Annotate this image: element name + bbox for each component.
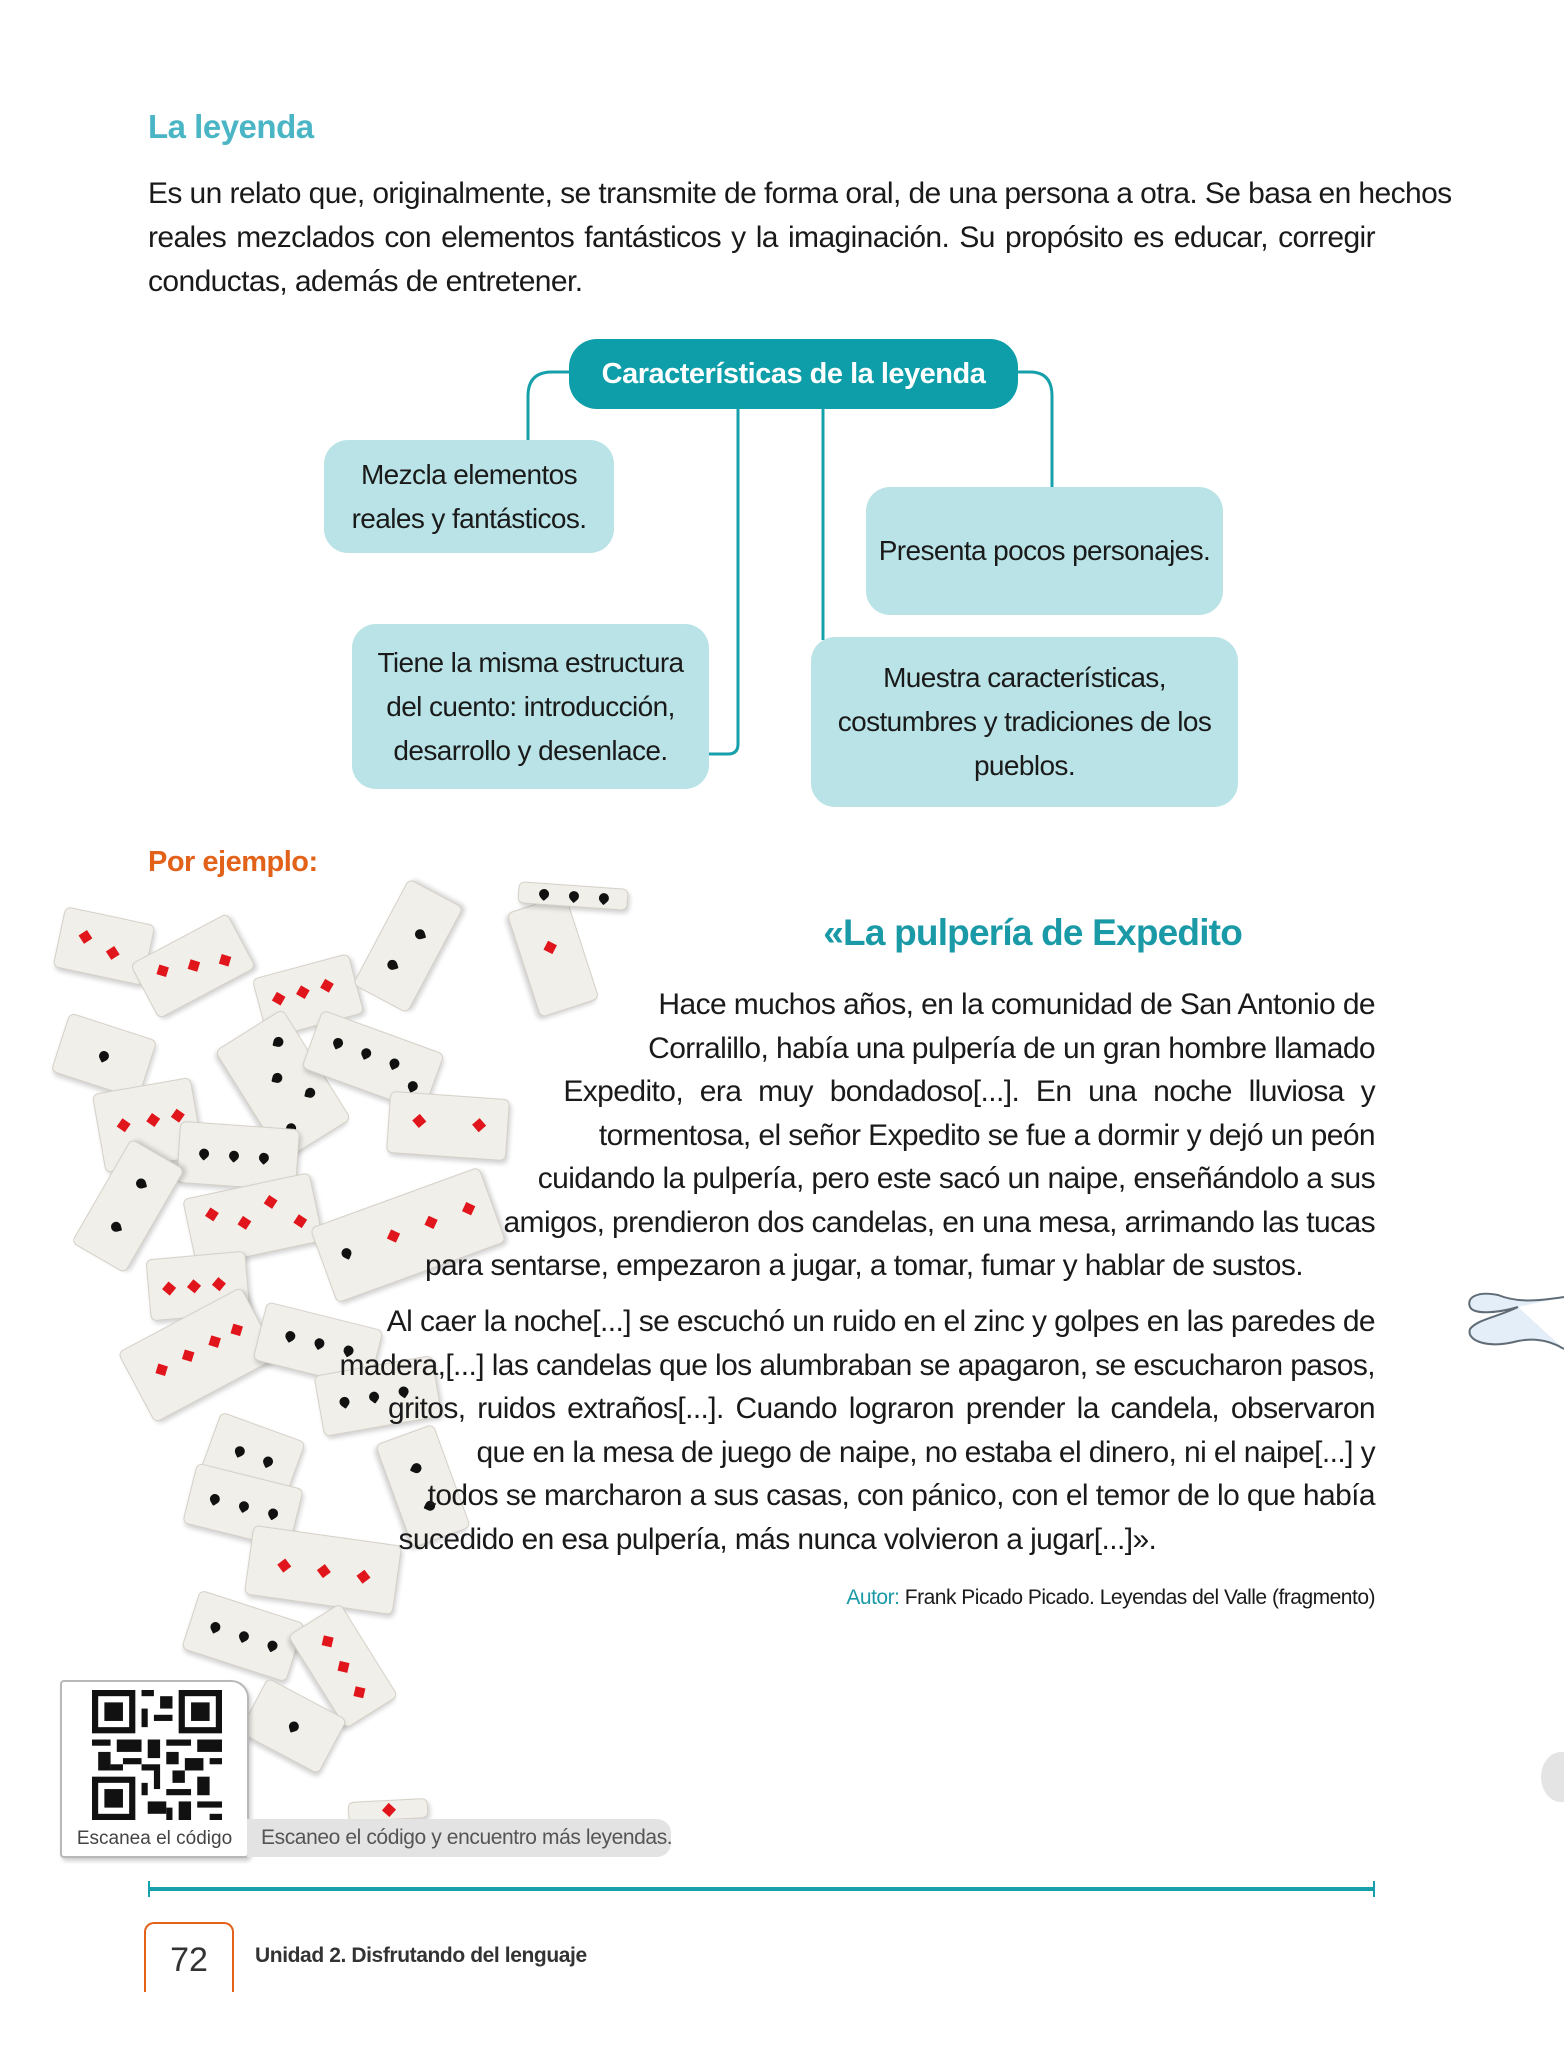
page-number: 72 [144,1922,234,1992]
intro-line: reales mezclados con elementos fantásticos y la imaginación. Su propósito es educar, corregir [148,221,1375,254]
story-line: todos se marcharon a sus casas, con pánico, con el temor de lo que había [427,1479,1375,1512]
story-line: sucedido en esa pulpería, más nunca volvieron a jugar[...]». [398,1522,1157,1556]
intro-line: conductas, además de entretener. [148,265,583,298]
story-line: Hace muchos años, en la comunidad de San Antonio de [658,988,1375,1021]
author-credit [846,1586,1375,1610]
diagram-connectors [0,0,1564,900]
diagram-box-costumbres [811,637,1238,807]
box-line: Presenta pocos personajes. [878,535,1211,566]
example-label: Por ejemplo: [148,846,318,878]
diagram-title: Características de la leyenda [569,339,1018,409]
story-line: que en la mesa de juego de naipe, no estaba el dinero, ni el naipe[...] y [476,1435,1375,1469]
hand-illustration-icon [1458,1283,1564,1363]
section-heading: La leyenda [148,108,314,145]
card-image [181,1590,305,1683]
intro-line: Es un relato que, originalmente, se transmite de forma oral, de una persona a otra. Se basa en hechos [148,177,1452,210]
diagram-box-estructura [352,624,709,789]
box-line: desarrollo y desenlace. [393,734,668,766]
box-line: Mezcla elementos [360,458,578,490]
diagram-box-personajes [866,487,1223,615]
connector-right [1018,372,1052,487]
card-image [71,1139,185,1274]
box-line: pueblos. [973,750,1076,781]
box-line: Muestra características, [883,662,1166,693]
connector-center-left [709,409,738,754]
story-title: «La pulpería de Expedito [823,912,1242,953]
story-line: gritos, ruidos extraños[...]. Cuando lograron prender la candela, observaron [388,1392,1375,1425]
box-line: Tiene la misma estructura [377,646,684,678]
box-line: costumbres y tradiciones de los [837,706,1212,737]
story-line: amigos, prendieron dos candelas, en una mesa, arrimando las tucas [503,1205,1375,1239]
author-text: Frank Picado Picado. Leyendas del Valle (fragmento) [899,1586,1375,1609]
story-line: cuidando la pulpería, pero este sacó un naipe, enseñándolo a sus [537,1162,1375,1195]
author-label: Autor: [846,1586,900,1609]
story-paragraph-2 [339,1300,1375,1561]
qr-code-box[interactable] [60,1680,249,1858]
unit-title: Unidad 2. Disfrutando del lenguaje [255,1944,587,1967]
story-line: Corralillo, había una pulpería de un gran hombre llamado [648,1031,1375,1065]
story-line: Al caer la noche[...] se escuchó un ruido en el zinc y golpes en las paredes de [386,1305,1375,1338]
story-line: para sentarse, empezaron a jugar, a tomar, fumar y hablar de sustos. [424,1249,1303,1282]
footer-divider [148,1887,1375,1891]
story-line: Expedito, era muy bondadoso[...]. En una noche lluviosa y [563,1075,1375,1108]
qr-code-icon[interactable] [92,1690,222,1820]
connector-left [528,372,569,440]
qr-caption: Escaneo el código y encuentro más leyendas. [247,1819,671,1857]
story-paragraph-1 [425,983,1375,1288]
qr-label: Escanea el código [76,1828,233,1849]
decorative-blob [1541,1752,1564,1802]
box-line: del cuento: introducción, [386,690,675,722]
box-line: reales y fantásticos. [351,502,587,534]
story-line: tormentosa, el señor Expedito se fue a dormir y dejó un peón [598,1118,1375,1152]
story-line: madera,[...] las candelas que los alumbraban se apagaron, se escucharon pasos, [339,1348,1375,1382]
diagram-box-mezcla [324,440,614,553]
